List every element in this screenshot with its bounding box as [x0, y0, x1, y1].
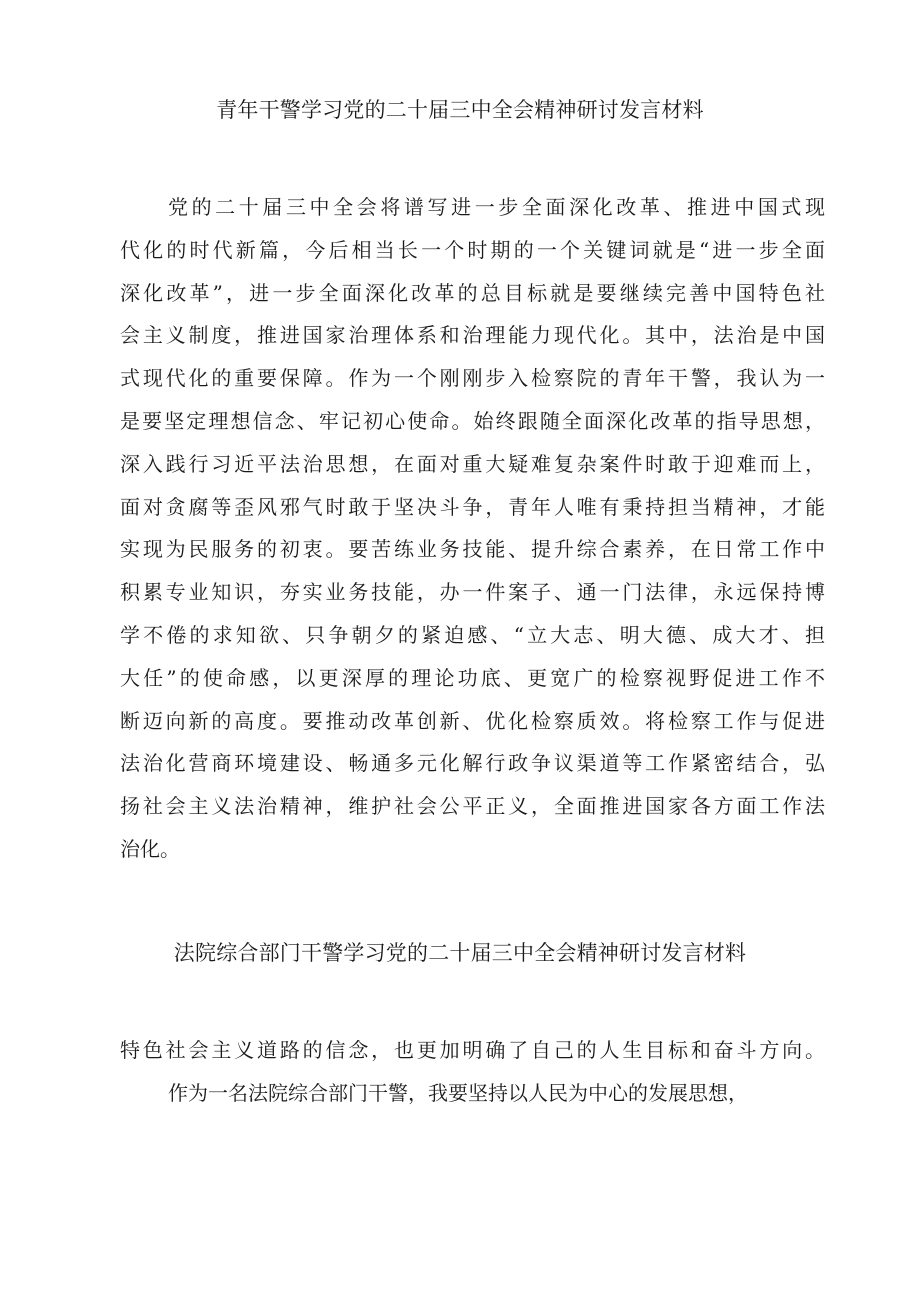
- paragraph-line: 是要坚定理想信念、牢记初心使命。始终跟随全面深化改革的指导思想，: [120, 409, 825, 433]
- paragraph-line: 代化的时代新篇，今后相当长一个时期的一个关键词就是“进一步全面: [120, 238, 825, 262]
- paragraph-line: 治化。: [120, 837, 180, 861]
- paragraph-line: 深入践行习近平法治思想，在面对重大疑难复杂案件时敢于迎难而上，: [120, 452, 825, 476]
- paragraph-line: 实现为民服务的初衷。要苦练业务技能、提升综合素养，在日常工作中: [120, 537, 825, 561]
- paragraph-line: 扬社会主义法治精神，维护社会公平正义，全面推进国家各方面工作法: [120, 794, 825, 818]
- section-2-title: 法院综合部门干警学习党的二十届三中全会精神研讨发言材料: [173, 941, 747, 965]
- paragraph-line: 积累专业知识，夯实业务技能，办一件案子、通一门法律，永远保持博: [120, 580, 825, 604]
- paragraph-line: 党的二十届三中全会将谱写进一步全面深化改革、推进中国式现: [168, 195, 825, 219]
- paragraph-line: 式现代化的重要保障。作为一个刚刚步入检察院的青年干警，我认为一: [120, 366, 825, 390]
- paragraph-line: 深化改革”，进一步全面深化改革的总目标就是要继续完善中国特色社: [120, 281, 825, 305]
- paragraph-line: 断迈向新的高度。要推动改革创新、优化检察质效。将检察工作与促进: [120, 709, 825, 733]
- paragraph-line: 面对贪腐等歪风邪气时敢于坚决斗争，青年人唯有秉持担当精神，才能: [120, 495, 825, 519]
- paragraph-line: 会主义制度，推进国家治理体系和治理能力现代化。其中，法治是中国: [120, 323, 825, 347]
- paragraph-line: 特色社会主义道路的信念，也更加明确了自己的人生目标和奋斗方向。: [120, 1038, 825, 1062]
- paragraph-line: 学不倦的求知欲、只争朝夕的紧迫感、“立大志、明大德、成大才、担: [120, 623, 825, 647]
- paragraph-line: 法治化营商环境建设、畅通多元化解行政争议渠道等工作紧密结合，弘: [120, 751, 825, 775]
- paragraph-line: 大任”的使命感，以更深厚的理论功底、更宽广的检察视野促进工作不: [120, 666, 825, 690]
- section-1-title: 青年干警学习党的二十届三中全会精神研讨发言材料: [216, 98, 704, 122]
- paragraph-line: 作为一名法院综合部门干警，我要坚持以人民为中心的发展思想，: [168, 1081, 748, 1105]
